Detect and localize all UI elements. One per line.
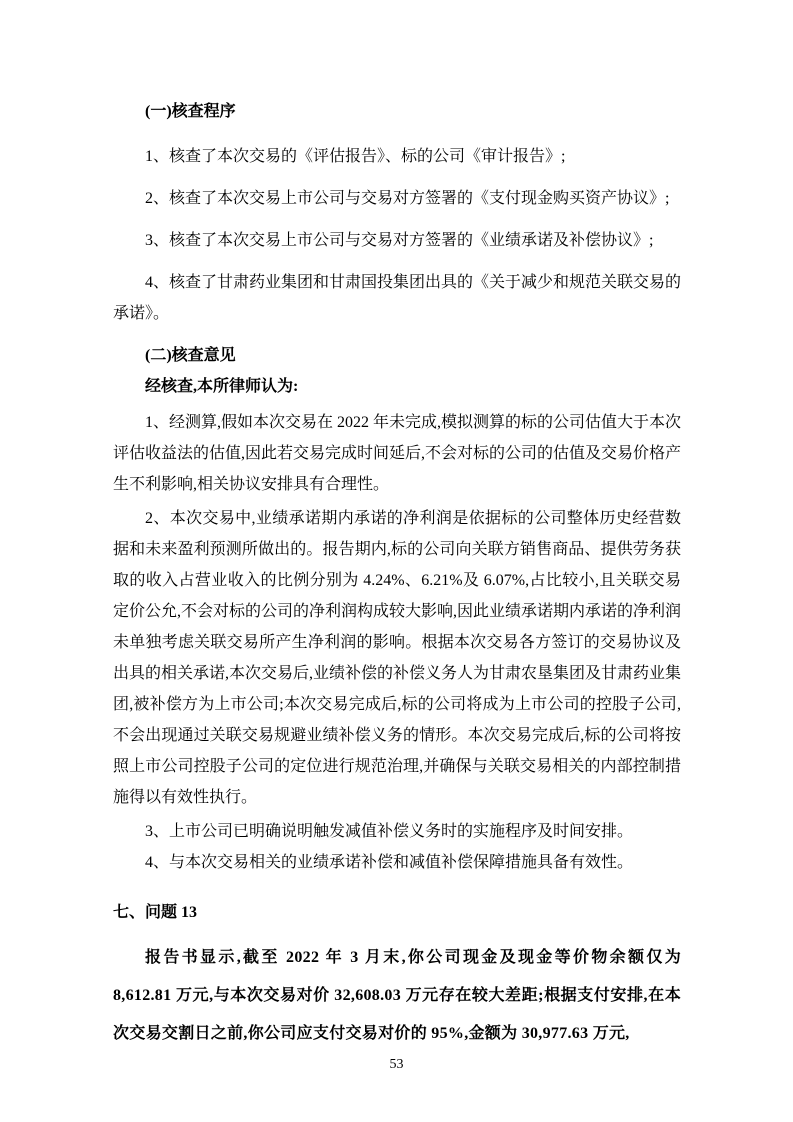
list-item-3: 3、核查了本次交易上市公司与交易对方签署的《业绩承诺及补偿协议》;	[145, 232, 654, 249]
opinion-paragraph-4: 4、与本次交易相关的业绩承诺补偿和减值补偿保障措施具备有效性。	[145, 854, 634, 871]
opinion-paragraph-1: 1、经测算,假如本次交易在 2022 年未完成,模拟测算的标的公司估值大于本次评估收益法的估值,因此若交易完成时间延后,不会对标的公司的估值及交易价格产生不利影响,相关协议安排具有合理性。	[113, 414, 682, 493]
section-heading-verification-opinion: (二)核查意见	[145, 347, 236, 364]
list-item-4: 4、核查了甘肃药业集团和甘肃国投集团出具的《关于减少和规范关联交易的承诺》。	[113, 274, 682, 322]
document-content	[113, 96, 681, 1053]
opinion-paragraph-3: 3、上市公司已明确说明触发减值补偿义务时的实施程序及时间安排。	[145, 823, 634, 840]
question-13-paragraph: 报告书显示,截至 2022 年 3 月末,你公司现金及现金等价物余额仅为 8,612.81 万元,与本次交易对价 32,608.03 万元存在较大差距;根据支付安排,在本次交易交割日之前,你公司应支付交易对价的 95%,金额为 30,977.63 万元,	[113, 949, 681, 1042]
section-heading-verification-procedure: (一)核查程序	[145, 103, 236, 120]
list-item-2: 2、核查了本次交易上市公司与交易对方签署的《支付现金购买资产协议》;	[145, 190, 670, 207]
list-item-1: 1、核查了本次交易的《评估报告》、标的公司《审计报告》;	[145, 148, 566, 165]
page-number: 53	[389, 1057, 404, 1072]
section-heading-question-13: 七、问题 13	[113, 904, 198, 921]
opinion-lead-line: 经核查,本所律师认为:	[145, 378, 299, 395]
opinion-paragraph-2: 2、本次交易中,业绩承诺期内承诺的净利润是依据标的公司整体历史经营数据和未来盈利预测所做出的。报告期内,标的公司向关联方销售商品、提供劳务获取的收入占营业收入的比例分别为 4.24%、6.21%及 6.07%,占比较小,且关联交易定价公允,不会对标的公司的净利润构成较大影响,因此业绩承诺期内承诺的净利润未单独考虑关联交易所产生净利润的影响。根据本次交易各方签订的交易协议及出具的相关承诺,本次交易后,业绩补偿的补偿义务人为甘肃农垦集团及甘肃药业集团,被补偿方为上市公司;本次交易完成后,标的公司将成为上市公司的控股子公司,不会出现通过关联交易规避业绩补偿义务的情形。本次交易完成后,标的公司将按照上市公司控股子公司的定位进行规范治理,并确保与关联交易相关的内部控制措施得以有效性执行。	[113, 510, 682, 806]
